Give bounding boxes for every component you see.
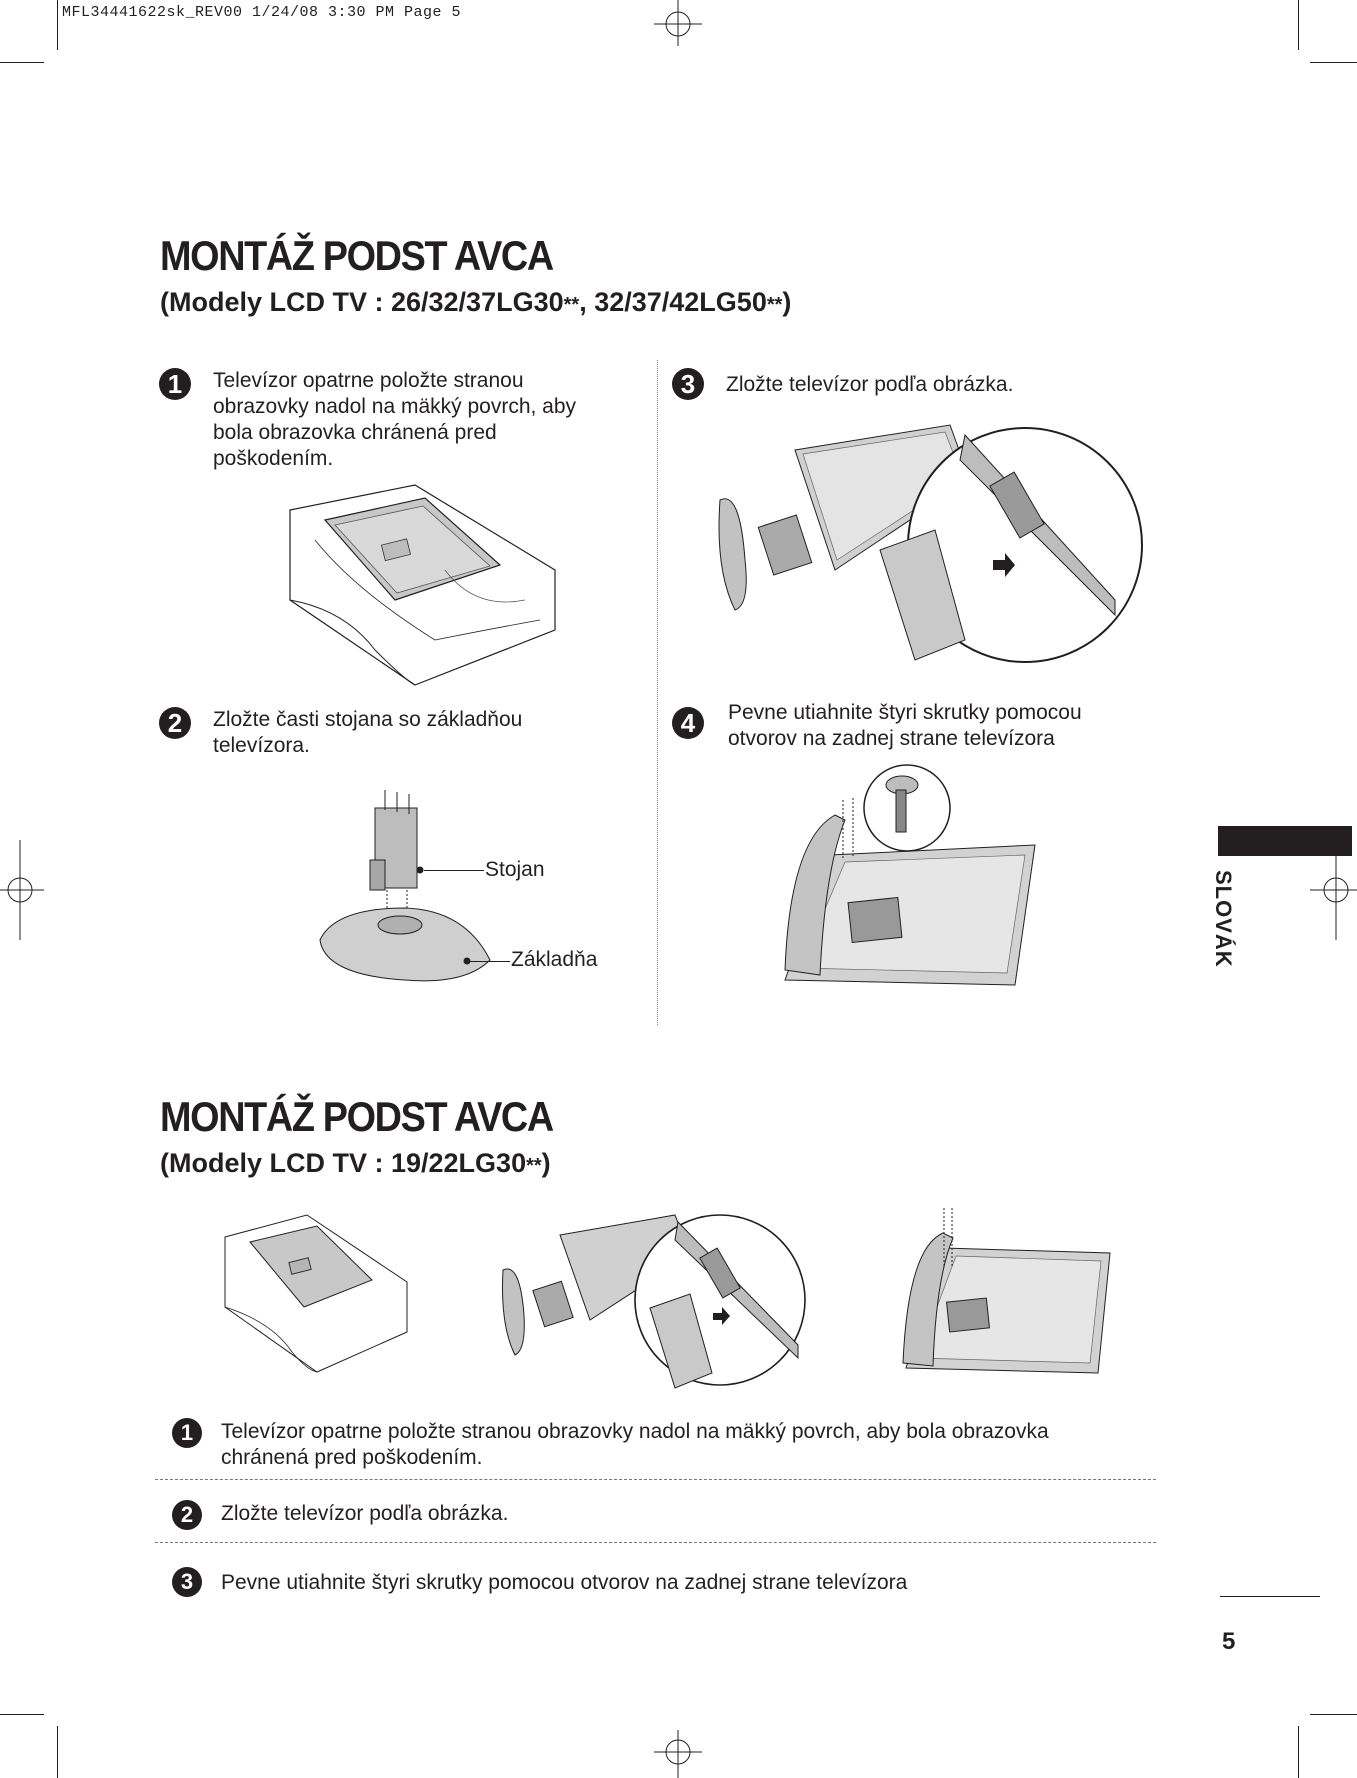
subtitle-suffix: ) [782, 287, 792, 317]
screws-small-illustration [898, 1208, 1113, 1378]
step-1-text: Televízor opatrne položte stranou obrazovky nadol na mäkký povrch, aby bola obrazovka chránená pred poškodením. [213, 369, 577, 470]
language-tab-label [1210, 870, 1250, 980]
page-number-rule [1220, 1596, 1320, 1597]
crop-mark [0, 1714, 44, 1715]
crop-mark [57, 1726, 58, 1778]
screws-illustration [775, 760, 1045, 995]
stand-base-illustration [315, 790, 495, 990]
subtitle-stars: ** [563, 294, 580, 316]
step-1-text: Televízor opatrne položte stranou obrazovky nadol na mäkký povrch, aby bola obrazovka chránená pred poškodením. [221, 1420, 1049, 1469]
step-number-badge: 2 [172, 1500, 202, 1530]
crop-mark [1298, 0, 1299, 50]
step-2-text: Zložte časti stojana so základňou televízora. [213, 708, 523, 757]
step-2-text: Zložte televízor podľa obrázka. [221, 1502, 509, 1525]
crop-mark [0, 62, 44, 63]
registration-mark-top-icon [654, 0, 702, 50]
step-number-badge: 1 [159, 368, 191, 400]
step-number-badge: 3 [672, 368, 704, 400]
column-divider [657, 360, 658, 1025]
section1-subtitle [160, 287, 791, 318]
registration-mark-bottom-icon [654, 1726, 702, 1778]
step-number-badge: 4 [672, 707, 704, 739]
page-number: 5 [1222, 1628, 1236, 1655]
step-3-text: Pevne utiahnite štyri skrutky pomocou otvorov na zadnej strane televízora [221, 1571, 908, 1594]
base-leader-line [470, 961, 510, 962]
step-number-badge: 2 [159, 707, 191, 739]
subtitle-prefix: (Modely LCD TV : 26/32/37LG30 [160, 287, 564, 317]
attach-stand-illustration [715, 420, 1115, 685]
step-4-text: Pevne utiahnite štyri skrutky pomocou otvorov na zadnej strane televízora [728, 701, 1082, 750]
section1-title: MONTÁŽ PODST AVCA [160, 232, 553, 279]
step-number-badge: 3 [172, 1567, 202, 1597]
subtitle-suffix: ) [541, 1148, 551, 1178]
step-3-text: Zložte televízor podľa obrázka. [726, 373, 1014, 396]
subtitle-stars: ** [526, 1155, 542, 1177]
crop-mark [57, 0, 58, 50]
section2-title: MONTÁŽ PODST AVCA [160, 1093, 553, 1140]
tv-face-down-small-illustration [222, 1212, 412, 1377]
subtitle-middle: , 32/37/42LG50 [579, 287, 767, 317]
stand-leader-line [424, 870, 484, 871]
attach-stand-small-illustration [500, 1210, 800, 1405]
print-slug-line: MFL34441622sk_REV00 1/24/08 3:30 PM Page 5 [62, 4, 462, 21]
section2-subtitle [160, 1148, 551, 1179]
step-number-badge: 1 [172, 1418, 202, 1448]
language-tab-bar [1218, 826, 1352, 856]
crop-mark [1298, 1726, 1299, 1778]
registration-mark-left-icon [0, 840, 44, 940]
subtitle-stars: ** [766, 294, 783, 316]
crop-mark [1310, 62, 1357, 63]
stand-label: Stojan [485, 858, 545, 881]
base-label: Základňa [511, 948, 598, 971]
crop-mark [1310, 1714, 1357, 1715]
tv-face-down-illustration [285, 480, 565, 690]
language-label-text: SLOVÁK [1211, 870, 1236, 968]
step-divider [155, 1542, 1156, 1543]
step-divider [155, 1479, 1156, 1480]
subtitle-prefix: (Modely LCD TV : 19/22LG30 [160, 1148, 527, 1178]
